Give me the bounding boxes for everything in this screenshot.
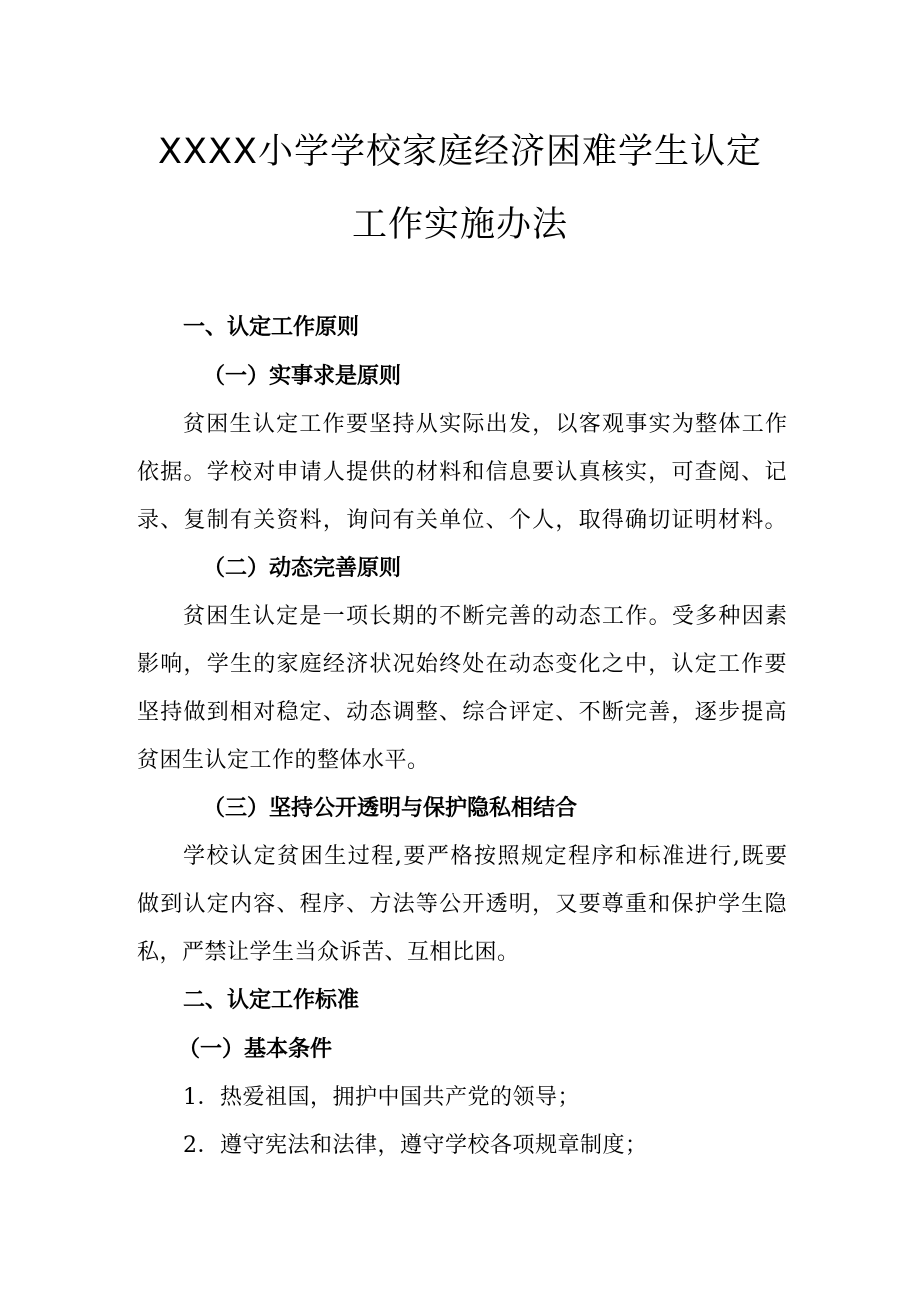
condition-item-1: 1．热爱祖国，拥护中国共产党的领导； — [183, 1085, 580, 1110]
paragraph-1-2-line-4: 贫困生认定工作的整体水平。 — [137, 748, 430, 773]
document-title-line-2: 工作实施办法 — [351, 205, 568, 245]
section-2-heading: 二、认定工作标准 — [183, 988, 360, 1013]
paragraph-1-1-line-2: 依据。学校对申请人提供的材料和信息要认真核实，可查阅、记 — [137, 460, 787, 485]
paragraph-1-2-line-1: 贫困生认定是一项长期的不断完善的动态工作。受多种因素 — [183, 604, 787, 629]
section-1-heading: 一、认定工作原则 — [183, 315, 360, 340]
document-title-line-1: XXXX小学学校家庭经济困难学生认定 — [158, 132, 762, 172]
paragraph-1-3-line-1: 学校认定贫困生过程,要严格按照规定程序和标准进行,既要 — [183, 844, 787, 869]
paragraph-1-2-line-2: 影响，学生的家庭经济状况始终处在动态变化之中，认定工作要 — [137, 652, 787, 677]
paragraph-1-3-line-2: 做到认定内容、程序、方法等公开透明，又要尊重和保护学生隐 — [137, 892, 787, 917]
subsection-1-2-heading: （二）动态完善原则 — [203, 556, 402, 581]
subsection-1-1-heading: （一）实事求是原则 — [203, 364, 402, 389]
paragraph-1-3-line-3: 私，严禁让学生当众诉苦、互相比困。 — [137, 940, 520, 965]
paragraph-1-1-line-3: 录、复制有关资料，询问有关单位、个人，取得确切证明材料。 — [137, 508, 787, 533]
subsection-2-1-heading: （一）基本条件 — [178, 1037, 333, 1062]
paragraph-1-1-line-1: 贫困生认定工作要坚持从实际出发，以客观事实为整体工作 — [183, 412, 787, 437]
paragraph-1-2-line-3: 坚持做到相对稳定、动态调整、综合评定、不断完善，逐步提高 — [137, 700, 787, 725]
subsection-1-3-heading: （三）坚持公开透明与保护隐私相结合 — [203, 796, 578, 821]
condition-item-2: 2．遵守宪法和法律，遵守学校各项规章制度； — [183, 1133, 648, 1158]
